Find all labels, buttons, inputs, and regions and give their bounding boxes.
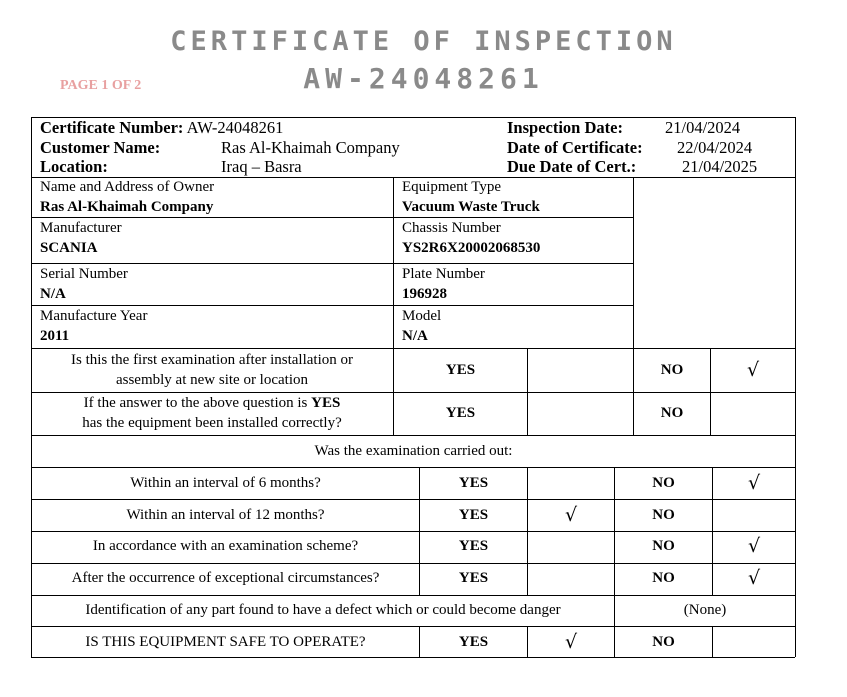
defect-identification-value: (None): [683, 602, 727, 618]
certificate-number-value: AW-24048261: [186, 118, 284, 137]
due-date-value: 21/04/2025: [682, 157, 758, 176]
q2-no-label: NO: [660, 405, 684, 421]
model-value: N/A: [402, 328, 428, 344]
certificate-date-label: Date of Certificate:: [507, 138, 643, 157]
q3-no-label: NO: [652, 475, 675, 491]
page-label: PAGE 1 OF 2: [60, 78, 142, 93]
q1-no-label: NO: [660, 362, 684, 378]
inspection-date-label: Inspection Date:: [507, 118, 623, 137]
q3-yes-label: YES: [458, 475, 489, 491]
customer-label-wrap: [40, 138, 160, 158]
manufacturer-label: Manufacturer: [40, 220, 122, 236]
location-value: Iraq – Basra: [221, 157, 302, 176]
location-label: Location:: [40, 157, 108, 176]
q1-no-checkmark: √: [746, 359, 760, 381]
due-date-row: [507, 157, 636, 177]
question-safe-to-operate: IS THIS EQUIPMENT SAFE TO OPERATE?: [85, 634, 366, 650]
q2-yes-label: YES: [445, 405, 476, 421]
q8-yes-label: YES: [458, 634, 489, 650]
q4-yes-label: YES: [458, 507, 489, 523]
question-6-months: Within an interval of 6 months?: [130, 475, 321, 491]
chassis-number-value: YS2R6X20002068530: [402, 240, 541, 256]
question-exceptional-circumstances: After the occurrence of exceptional circumstances?: [71, 570, 380, 586]
question-installed-correctly-line1: [32, 395, 392, 412]
q8-no-label: NO: [652, 634, 675, 650]
manufacture-year-label: Manufacture Year: [40, 308, 148, 324]
question-first-examination-line1: Is this the first examination after installation or: [70, 352, 353, 368]
inspection-date-row: [507, 118, 623, 138]
certificate-title: CERTIFICATE OF INSPECTION: [170, 26, 677, 57]
question-examination-scheme: In accordance with an examination scheme?: [92, 538, 359, 554]
location-label-wrap: [40, 157, 108, 177]
certificate-number-label: Certificate Number:: [40, 118, 184, 137]
certificate-date-value: 22/04/2024: [677, 138, 753, 157]
manufacturer-value: SCANIA: [40, 240, 98, 256]
question-installed-correctly-line2: has the equipment been installed correctly?: [82, 415, 342, 431]
certificate-number-row: [40, 118, 283, 138]
q2-line1-bold: YES: [311, 395, 341, 411]
equipment-type-label: Equipment Type: [402, 179, 502, 195]
q4-yes-checkmark: √: [564, 504, 578, 526]
owner-label: Name and Address of Owner: [40, 179, 215, 195]
plate-number-label: Plate Number: [402, 266, 485, 282]
customer-name-value: Ras Al-Khaimah Company: [221, 138, 400, 157]
q6-no-label: NO: [652, 570, 675, 586]
question-12-months: Within an interval of 12 months?: [126, 507, 325, 523]
examination-header: Was the examination carried out:: [314, 443, 513, 459]
question-first-examination-line2: assembly at new site or location: [115, 372, 309, 388]
q3-no-checkmark: √: [747, 472, 761, 494]
equipment-type-value: Vacuum Waste Truck: [402, 199, 540, 215]
customer-name-label: Customer Name:: [40, 138, 161, 157]
question-defect-identification: Identification of any part found to have a defect which or could become danger: [85, 602, 561, 618]
serial-number-label: Serial Number: [40, 266, 128, 282]
certificate-date-row: [507, 138, 643, 158]
certificate-number-title: AW-24048261: [303, 62, 544, 95]
plate-number-value: 196928: [402, 286, 447, 302]
manufacture-year-value: 2011: [40, 328, 70, 344]
q5-no-checkmark: √: [747, 535, 761, 557]
model-label: Model: [402, 308, 442, 324]
chassis-number-label: Chassis Number: [402, 220, 501, 236]
q8-yes-checkmark: √: [564, 631, 578, 653]
q1-yes-label: YES: [445, 362, 476, 378]
serial-number-value: N/A: [40, 286, 66, 302]
q2-line1-text: If the answer to the above question is: [83, 395, 312, 411]
q5-yes-label: YES: [458, 538, 489, 554]
owner-value: Ras Al-Khaimah Company: [40, 199, 214, 215]
q6-no-checkmark: √: [747, 567, 761, 589]
due-date-label: Due Date of Cert.:: [507, 157, 637, 176]
q4-no-label: NO: [652, 507, 675, 523]
inspection-date-value: 21/04/2024: [665, 118, 741, 137]
q6-yes-label: YES: [458, 570, 489, 586]
q5-no-label: NO: [652, 538, 675, 554]
